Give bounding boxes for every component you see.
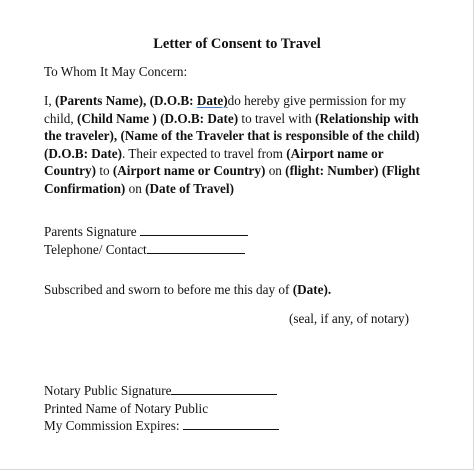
commission-expires-field[interactable]	[183, 417, 279, 430]
telephone-label: Telephone/ Contact	[44, 241, 147, 257]
notary-signature-field[interactable]	[171, 382, 277, 395]
parents-dob-placeholder: Date)	[196, 93, 228, 108]
subscribed-date-placeholder: (Date)	[292, 282, 328, 297]
parents-signature-label: Parents Signature	[44, 224, 137, 239]
relationship-placeholder: (Relationship with	[315, 110, 419, 126]
salutation: To Whom It May Concern:	[44, 64, 188, 79]
origin-country-placeholder: Country)	[44, 163, 97, 179]
consent-paragraph	[44, 92, 420, 198]
paragraph-line-4	[44, 145, 416, 163]
telephone-row	[44, 241, 416, 259]
child-name-placeholder: (Child Name ) (D.O.B: Date)	[76, 110, 239, 126]
commission-expires-row	[44, 417, 416, 435]
traveler-name-placeholder: the traveler), (Name of the Traveler that is responsible of the child)	[44, 128, 420, 144]
text-segment: child,	[44, 110, 77, 126]
parents-signature-row	[44, 223, 416, 241]
subscribed-text: Subscribed and sworn to before me this day of	[44, 282, 293, 297]
paragraph-line-2	[44, 110, 419, 128]
traveler-dob-placeholder: (D.O.B: Date)	[44, 145, 123, 161]
parent-signature-block	[44, 223, 416, 258]
paragraph-line-6	[44, 180, 416, 198]
paragraph-line-5	[44, 162, 420, 180]
text-segment: I,	[44, 93, 55, 108]
text-segment: to travel with	[238, 110, 316, 126]
parents-signature-field[interactable]	[140, 223, 248, 236]
notary-signature-row	[44, 382, 416, 400]
commission-expires-label: My Commission Expires:	[44, 418, 183, 434]
document-title: Letter of Consent to Travel	[153, 36, 321, 52]
text-segment: . Their expected to travel from	[122, 145, 287, 161]
notary-printed-name-row	[44, 400, 416, 418]
origin-airport-placeholder: (Airport name or	[286, 145, 384, 161]
flight-number-placeholder: (flight: Number) (Flight	[285, 163, 420, 179]
text-segment: on	[125, 180, 146, 196]
parents-name-placeholder: (Parents Name), (D.O.B:	[55, 93, 197, 108]
travel-date-placeholder: (Date of Travel)	[145, 180, 234, 196]
telephone-field[interactable]	[147, 241, 245, 254]
text-segment: do hereby give permission for my	[227, 93, 406, 108]
subscribed-statement	[44, 281, 416, 299]
notary-seal-note: (seal, if any, of notary)	[289, 311, 409, 326]
notary-signature-label: Notary Public Signature	[44, 383, 172, 398]
text-segment: on	[265, 163, 286, 179]
paragraph-line-3	[44, 127, 420, 145]
notary-block	[44, 382, 416, 435]
subscribed-period: .	[327, 282, 332, 297]
paragraph-line-1	[44, 92, 416, 110]
text-segment: to	[96, 163, 113, 179]
flight-confirmation-placeholder: Confirmation)	[44, 180, 126, 196]
destination-airport-placeholder: (Airport name or Country)	[112, 163, 266, 179]
notary-printed-name-label: Printed Name of Notary Public	[44, 400, 209, 416]
